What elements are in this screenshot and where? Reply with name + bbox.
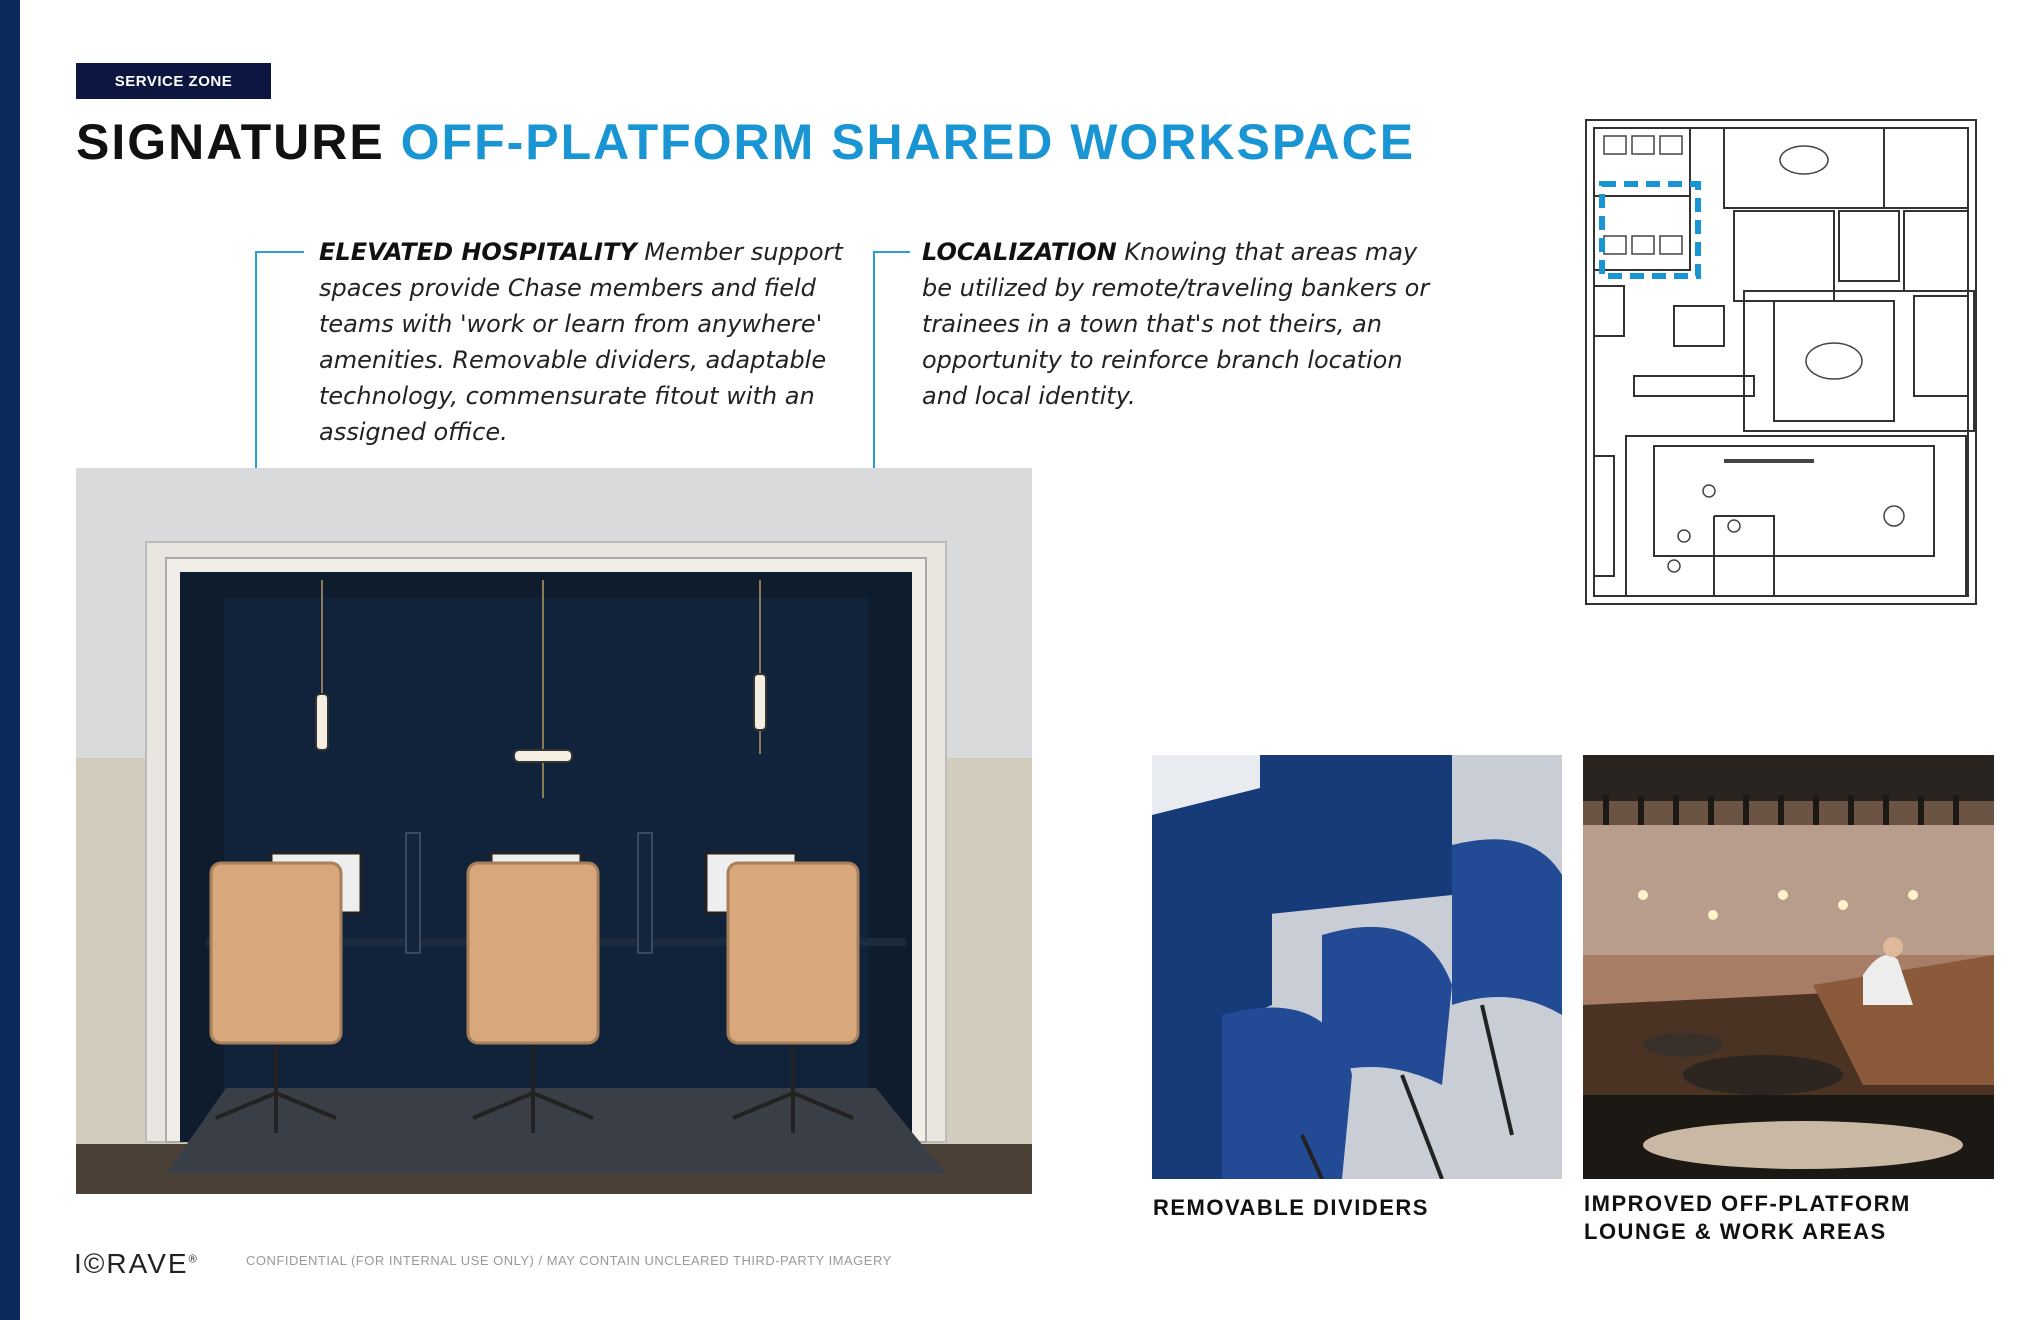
confidential-notice: CONFIDENTIAL (FOR INTERNAL USE ONLY) / MAY CONTAIN UNCLEARED THIRD-PARTY IMAGERY: [246, 1253, 892, 1268]
brand-logo-text: I©RAVE: [74, 1248, 189, 1279]
title-part-blue: OFF-PLATFORM SHARED WORKSPACE: [400, 114, 1416, 170]
section-tag: SERVICE ZONE: [76, 63, 271, 99]
caption-lounge-line1: IMPROVED OFF-PLATFORM: [1584, 1191, 1911, 1216]
caption-removable-dividers: REMOVABLE DIVIDERS: [1153, 1195, 1429, 1220]
brand-logo: [74, 1248, 199, 1280]
caption-lounge-line2: LOUNGE & WORK AREAS: [1584, 1219, 1887, 1244]
workspace-booth-render: [76, 468, 1032, 1194]
callout-heading: LOCALIZATION: [922, 238, 1117, 266]
callout-body: Member support spaces provide Chase members and field teams with 'work or learn from anywhere' amenities. Removable dividers, adaptable technology, commensurate fitout with an assigned office.: [319, 238, 843, 446]
brand-logo-registered: ®: [188, 1253, 199, 1266]
callout-heading: ELEVATED HOSPITALITY: [319, 238, 637, 266]
caption-lounge: [1584, 1190, 1911, 1246]
photo-removable-dividers: [1152, 755, 1562, 1179]
title-part-black: SIGNATURE: [76, 114, 385, 170]
callout-body: Knowing that areas may be utilized by remote/traveling bankers or trainees in a town that's not theirs, an opportunity to reinforce branch location and local identity.: [922, 238, 1430, 410]
floor-plan: [1574, 96, 1984, 616]
photo-lounge-work-areas: [1583, 755, 1994, 1179]
